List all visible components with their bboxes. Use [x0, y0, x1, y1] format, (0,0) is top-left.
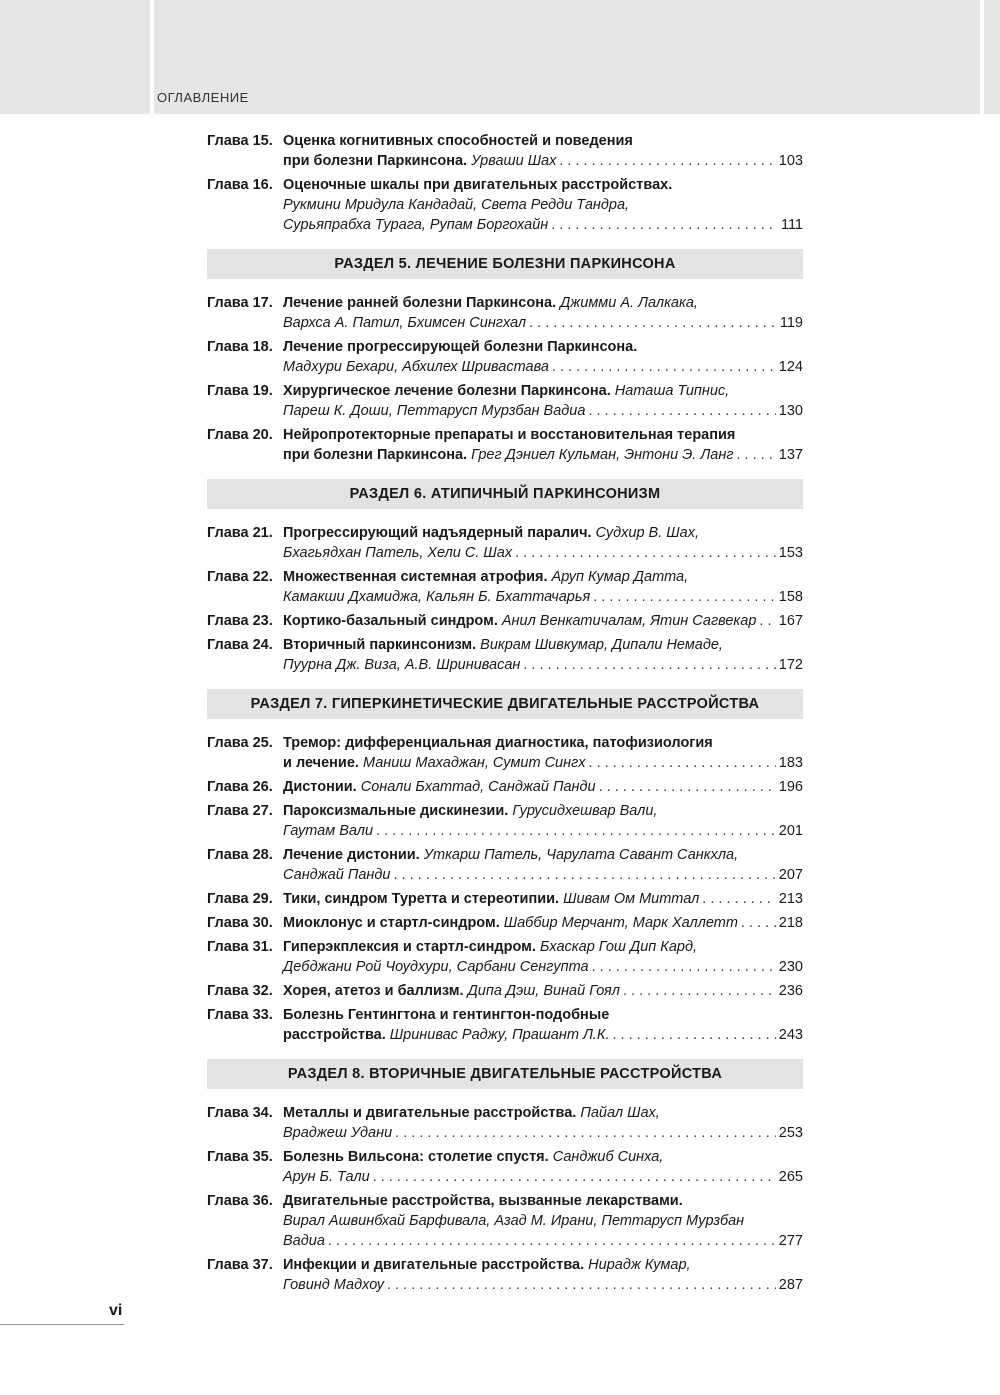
entry-line-text [283, 543, 512, 563]
entry-line [283, 889, 803, 909]
chapter-authors: Камакши Дхамиджа, Кальян Б. Бхаттачарья [283, 589, 591, 605]
chapter-number: Глава 29. [207, 891, 273, 907]
chapter-text [283, 845, 803, 885]
page-ref[interactable]: 243 [778, 1027, 803, 1043]
dot-leader [741, 913, 776, 933]
entry-line [283, 777, 803, 797]
chapter-text [283, 1005, 803, 1045]
chapter-title: Болезнь Вильсона: столетие спустя. [283, 1149, 549, 1165]
dot-leader [551, 215, 778, 235]
header-panel [150, 0, 984, 114]
entry-line-text [283, 611, 756, 631]
dot-leader [387, 1275, 776, 1295]
entry-line-text [283, 425, 735, 445]
entry-line-text [283, 845, 738, 865]
chapter-number: Глава 26. [207, 779, 273, 795]
chapter-text [283, 293, 803, 333]
entry-line-text [283, 1211, 744, 1231]
toc-entry[interactable] [207, 801, 803, 841]
page-ref[interactable]: 287 [778, 1277, 803, 1293]
chapter-number: Глава 30. [207, 915, 273, 931]
chapter-number: Глава 18. [207, 339, 273, 355]
table-of-contents [207, 131, 803, 1299]
toc-entry[interactable] [207, 337, 803, 377]
chapter-title: Вторичный паркинсонизм. [283, 637, 477, 653]
chapter-text [283, 801, 803, 841]
dot-leader [589, 753, 776, 773]
entry-line [283, 821, 803, 841]
dot-leader [623, 981, 776, 1001]
entry-line-text [283, 381, 729, 401]
chapter-number: Глава 20. [207, 427, 273, 443]
chapter-authors: Санджай Панди [283, 867, 391, 883]
footer-rule [0, 1324, 124, 1325]
entry-line [283, 1255, 803, 1275]
page-ref[interactable]: 158 [778, 589, 803, 605]
chapter-number: Глава 16. [207, 177, 273, 193]
toc-entry[interactable] [207, 425, 803, 465]
entry-line-text [283, 445, 733, 465]
chapter-authors: Вархса А. Патил, Бхимсен Сингхал [283, 315, 527, 331]
entry-line [283, 587, 803, 607]
chapter-title: Миоклонус и стартл-синдром. [283, 915, 500, 931]
dot-leader [395, 1123, 776, 1143]
entry-line [283, 733, 803, 753]
chapter-title: и лечение. [283, 755, 359, 771]
dot-leader [328, 1231, 776, 1251]
toc-entry[interactable] [207, 889, 803, 909]
entry-line [283, 381, 803, 401]
page-ref[interactable]: 137 [778, 447, 803, 463]
chapter-number: Глава 21. [207, 525, 273, 541]
entry-line-text [283, 195, 629, 215]
dot-leader [559, 151, 775, 171]
section-heading: РАЗДЕЛ 7. ГИПЕРКИНЕТИЧЕСКИЕ ДВИГАТЕЛЬНЫЕ РАССТРОЙСТВА [207, 689, 803, 719]
dot-leader [613, 1025, 776, 1045]
chapter-number: Глава 28. [207, 847, 273, 863]
toc-entry[interactable] [207, 635, 803, 675]
entry-line [283, 913, 803, 933]
chapter-authors: Сурьяпрабха Турага, Рупам Боргохайн [283, 217, 549, 233]
chapter-title: Лечение ранней болезни Паркинсона. [283, 295, 557, 311]
chapter-authors: Грег Дэниел Кульман, Энтони Э. Ланг [471, 447, 734, 463]
entry-line [283, 401, 803, 421]
entry-line-text [283, 567, 688, 587]
entry-line [283, 357, 803, 377]
chapter-title: Пароксизмальные дискинезии. [283, 803, 509, 819]
chapter-text [283, 937, 803, 977]
toc-entry[interactable] [207, 293, 803, 333]
entry-line-text [283, 889, 699, 909]
chapter-authors: Вирал Ашвинбхай Барфивала, Азад М. Ирани, Петтарусп Мурзбан [283, 1213, 745, 1229]
entry-line-text [283, 1231, 325, 1251]
entry-line-text [283, 865, 390, 885]
page-ref[interactable]: 167 [778, 613, 803, 629]
dot-leader [373, 1167, 776, 1187]
entry-line-text [283, 587, 590, 607]
entry-line [283, 611, 803, 631]
toc-entry[interactable] [207, 175, 803, 235]
chapter-number: Глава 15. [207, 133, 273, 149]
dot-leader [552, 357, 776, 377]
chapter-authors: Пареш К. Доши, Петтарусп Мурзбан Вадиа [283, 403, 586, 419]
chapter-text [283, 337, 803, 377]
page-ref[interactable]: 277 [778, 1233, 803, 1249]
running-head: ОГЛАВЛЕНИЕ [157, 90, 249, 105]
page-ref[interactable]: 172 [778, 657, 803, 673]
chapter-text [283, 913, 803, 933]
chapter-text [283, 131, 803, 171]
chapter-number: Глава 22. [207, 569, 273, 585]
chapter-authors: Шаббир Мерчант, Марк Халлетт [503, 915, 738, 931]
chapter-text [283, 889, 803, 909]
chapter-authors: Арун Б. Тали [283, 1169, 370, 1185]
chapter-title: Кортико-базальный синдром. [283, 613, 498, 629]
toc-entry[interactable] [207, 845, 803, 885]
entry-line [283, 131, 803, 151]
chapter-title: Нейропротекторные препараты и восстановительная терапия [283, 427, 736, 443]
entry-line-text [283, 1025, 610, 1045]
entry-line-text [283, 937, 697, 957]
chapter-title: Двигательные расстройства, вызванные лекарствами. [283, 1193, 683, 1209]
chapter-authors: Говинд Мадхоу [283, 1277, 385, 1293]
entry-line [283, 175, 803, 195]
chapter-title: при болезни Паркинсона. [283, 153, 468, 169]
page-ref[interactable]: 153 [778, 545, 803, 561]
entry-line [283, 937, 803, 957]
entry-line [283, 957, 803, 977]
page-ref[interactable]: 196 [778, 779, 803, 795]
chapter-authors: Враджеш Удани [283, 1125, 393, 1141]
entry-line [283, 865, 803, 885]
chapter-authors: Мадхури Бехари, Абхилех Шривастава [283, 359, 549, 375]
page-ref[interactable]: 201 [778, 823, 803, 839]
dot-leader [702, 889, 776, 909]
page-ref[interactable]: 253 [778, 1125, 803, 1141]
entry-line [283, 293, 803, 313]
chapter-number: Глава 33. [207, 1007, 273, 1023]
chapter-text [283, 1255, 803, 1295]
entry-line-text [283, 1191, 683, 1211]
chapter-text [283, 175, 803, 235]
dot-leader [592, 957, 776, 977]
page-ref[interactable]: 124 [778, 359, 803, 375]
chapter-title: Дистонии. [283, 779, 357, 795]
entry-line-text [283, 151, 556, 171]
page-ref[interactable]: 183 [778, 755, 803, 771]
entry-line-text [283, 401, 585, 421]
entry-line [283, 1275, 803, 1295]
entry-line [283, 445, 803, 465]
chapter-number: Глава 23. [207, 613, 273, 629]
entry-line-text [283, 957, 589, 977]
page-ref[interactable]: 111 [780, 217, 803, 233]
entry-line [283, 195, 803, 215]
chapter-text [283, 425, 803, 465]
entry-line [283, 425, 803, 445]
toc-entry[interactable] [207, 1191, 803, 1251]
entry-line-text [283, 635, 723, 655]
dot-leader [515, 543, 776, 563]
toc-entry[interactable] [207, 567, 803, 607]
chapter-authors: Шринивас Раджу, Прашант Л.К. [389, 1027, 610, 1043]
dot-leader [599, 777, 776, 797]
chapter-text [283, 1103, 803, 1143]
chapter-authors: Судхир В. Шах, [595, 525, 699, 541]
toc-entry[interactable] [207, 937, 803, 977]
entry-line [283, 151, 803, 171]
chapter-authors: Пайал Шах, [580, 1105, 660, 1121]
dot-leader [588, 401, 775, 421]
dot-leader [759, 611, 775, 631]
entry-line [283, 1191, 803, 1211]
chapter-authors: Викрам Шивкумар, Дипали Немаде, [480, 637, 723, 653]
chapter-authors: Вадиа [283, 1233, 325, 1249]
chapter-authors: Дебджани Рой Чоудхури, Сарбани Сенгупта [283, 959, 589, 975]
entry-line [283, 1231, 803, 1251]
chapter-number: Глава 17. [207, 295, 273, 311]
toc-entry[interactable] [207, 733, 803, 773]
chapter-text [283, 733, 803, 773]
chapter-authors: Аруп Кумар Датта, [551, 569, 689, 585]
entry-line-text [283, 821, 373, 841]
toc-entry[interactable] [207, 611, 803, 631]
chapter-title: Прогрессирующий надъядерный паралич. [283, 525, 592, 541]
dot-leader [393, 865, 775, 885]
dot-leader [736, 445, 775, 465]
chapter-text [283, 523, 803, 563]
chapter-authors: Санджиб Синха, [552, 1149, 664, 1165]
entry-line-text [283, 913, 738, 933]
toc-entry[interactable] [207, 981, 803, 1001]
entry-line [283, 981, 803, 1001]
entry-line-text [283, 131, 633, 151]
chapter-text [283, 981, 803, 1001]
entry-line [283, 215, 803, 235]
section-heading: РАЗДЕЛ 6. АТИПИЧНЫЙ ПАРКИНСОНИЗМ [207, 479, 803, 509]
entry-line-text [283, 1005, 609, 1025]
entry-line [283, 753, 803, 773]
chapter-authors: Уткарш Патель, Чарулата Савант Санкхла, [423, 847, 739, 863]
chapter-text [283, 777, 803, 797]
chapter-authors: Наташа Типнис, [614, 383, 730, 399]
chapter-title: Тремор: дифференциальная диагностика, патофизиология [283, 735, 713, 751]
page-number: vi [109, 1302, 123, 1319]
entry-line-text [283, 523, 699, 543]
entry-line-text [283, 1123, 392, 1143]
chapter-title: Множественная системная атрофия. [283, 569, 548, 585]
chapter-title: Лечение дистонии. [283, 847, 420, 863]
chapter-authors: Гаутам Вали [283, 823, 374, 839]
dot-leader [523, 655, 775, 675]
entry-line-text [283, 1275, 384, 1295]
chapter-number: Глава 34. [207, 1105, 273, 1121]
entry-line [283, 1103, 803, 1123]
toc-entry[interactable] [207, 1147, 803, 1187]
page-ref[interactable]: 119 [779, 315, 803, 331]
chapter-number: Глава 32. [207, 983, 273, 999]
chapter-number: Глава 35. [207, 1149, 273, 1165]
dot-leader [376, 821, 776, 841]
chapter-title: Инфекции и двигательные расстройства. [283, 1257, 585, 1273]
chapter-authors: Сонали Бхаттад, Санджай Панди [360, 779, 596, 795]
entry-line [283, 313, 803, 333]
page-ref[interactable]: 103 [778, 153, 803, 169]
entry-line-text [283, 1167, 370, 1187]
entry-line-text [283, 801, 657, 821]
entry-line-text [283, 1147, 663, 1167]
entry-line-text [283, 777, 596, 797]
entry-line-text [283, 981, 620, 1001]
section-heading: РАЗДЕЛ 8. ВТОРИЧНЫЕ ДВИГАТЕЛЬНЫЕ РАССТРОЙСТВА [207, 1059, 803, 1089]
toc-entry[interactable] [207, 913, 803, 933]
page-ref[interactable]: 130 [778, 403, 803, 419]
chapter-number: Глава 31. [207, 939, 273, 955]
entry-line [283, 1211, 803, 1231]
chapter-authors: Гурусидхешвар Вали, [512, 803, 658, 819]
chapter-text [283, 1147, 803, 1187]
entry-line-text [283, 733, 713, 753]
dot-leader [529, 313, 777, 333]
chapter-number: Глава 19. [207, 383, 273, 399]
chapter-authors: Бхагьядхан Патель, Хели С. Шах [283, 545, 513, 561]
entry-line-text [283, 1103, 660, 1123]
toc-entry[interactable] [207, 131, 803, 171]
chapter-title: Металлы и двигательные расстройства. [283, 1105, 577, 1121]
chapter-text [283, 635, 803, 675]
chapter-title: при болезни Паркинсона. [283, 447, 468, 463]
entry-line-text [283, 313, 526, 333]
chapter-title: Гиперэкплексия и стартл-синдром. [283, 939, 536, 955]
toc-entry[interactable] [207, 1103, 803, 1143]
entry-line-text [283, 655, 520, 675]
chapter-number: Глава 25. [207, 735, 273, 751]
entry-line [283, 1167, 803, 1187]
page-ref[interactable]: 218 [778, 915, 803, 931]
toc-entry[interactable] [207, 381, 803, 421]
chapter-authors: Бхаскар Гош Дип Кард, [539, 939, 697, 955]
toc-entry[interactable] [207, 523, 803, 563]
entry-line [283, 543, 803, 563]
chapter-title: Хорея, атетоз и баллизм. [283, 983, 464, 999]
toc-entry[interactable] [207, 777, 803, 797]
entry-line [283, 523, 803, 543]
page-ref[interactable]: 265 [778, 1169, 803, 1185]
entry-line [283, 1147, 803, 1167]
chapter-authors: Пуурна Дж. Виза, А.В. Шринивасан [283, 657, 521, 673]
chapter-authors: Джимми А. Лалкака, [560, 295, 698, 311]
entry-line-text [283, 215, 548, 235]
chapter-number: Глава 24. [207, 637, 273, 653]
chapter-number: Глава 36. [207, 1193, 273, 1209]
chapter-title: Оценка когнитивных способностей и поведения [283, 133, 633, 149]
entry-line [283, 655, 803, 675]
page-ref[interactable]: 230 [778, 959, 803, 975]
dot-leader [593, 587, 776, 607]
chapter-title: Хирургическое лечение болезни Паркинсона. [283, 383, 611, 399]
chapter-authors: Дипа Дэш, Винай Гоял [467, 983, 620, 999]
chapter-title: расстройства. [283, 1027, 386, 1043]
chapter-text [283, 611, 803, 631]
chapter-title: Оценочные шкалы при двигательных расстройствах. [283, 177, 673, 193]
chapter-authors: Шивам Ом Миттал [563, 891, 700, 907]
section-heading: РАЗДЕЛ 5. ЛЕЧЕНИЕ БОЛЕЗНИ ПАРКИНСОНА [207, 249, 803, 279]
chapter-title: Тики, синдром Туретта и стереотипии. [283, 891, 560, 907]
chapter-authors: Маниш Махаджан, Сумит Сингх [362, 755, 586, 771]
chapter-text [283, 1191, 803, 1251]
entry-line [283, 801, 803, 821]
entry-line [283, 1005, 803, 1025]
chapter-text [283, 567, 803, 607]
entry-line-text [283, 1255, 691, 1275]
entry-line-text [283, 175, 672, 195]
entry-line [283, 1123, 803, 1143]
entry-line-text [283, 293, 698, 313]
toc-entry[interactable] [207, 1005, 803, 1045]
chapter-authors: Рукмини Мридула Кандадай, Света Редди Тандра, [283, 197, 630, 213]
entry-line-text [283, 337, 637, 357]
entry-line [283, 845, 803, 865]
chapter-number: Глава 37. [207, 1257, 273, 1273]
chapter-authors: Нирадж Кумар, [588, 1257, 691, 1273]
entry-line [283, 337, 803, 357]
page-ref[interactable]: 207 [778, 867, 803, 883]
entry-line [283, 1025, 803, 1045]
page-ref[interactable]: 236 [778, 983, 803, 999]
chapter-text [283, 381, 803, 421]
chapter-number: Глава 27. [207, 803, 273, 819]
toc-entry[interactable] [207, 1255, 803, 1295]
entry-line-text [283, 753, 586, 773]
chapter-title: Лечение прогрессирующей болезни Паркинсона. [283, 339, 638, 355]
chapter-authors: Урваши Шах [471, 153, 557, 169]
entry-line [283, 635, 803, 655]
page-ref[interactable]: 213 [778, 891, 803, 907]
chapter-authors: Анил Венкатичалам, Ятин Сагвекар [501, 613, 757, 629]
chapter-title: Болезнь Гентингтона и гентингтон-подобные [283, 1007, 610, 1023]
entry-line [283, 567, 803, 587]
entry-line-text [283, 357, 549, 377]
